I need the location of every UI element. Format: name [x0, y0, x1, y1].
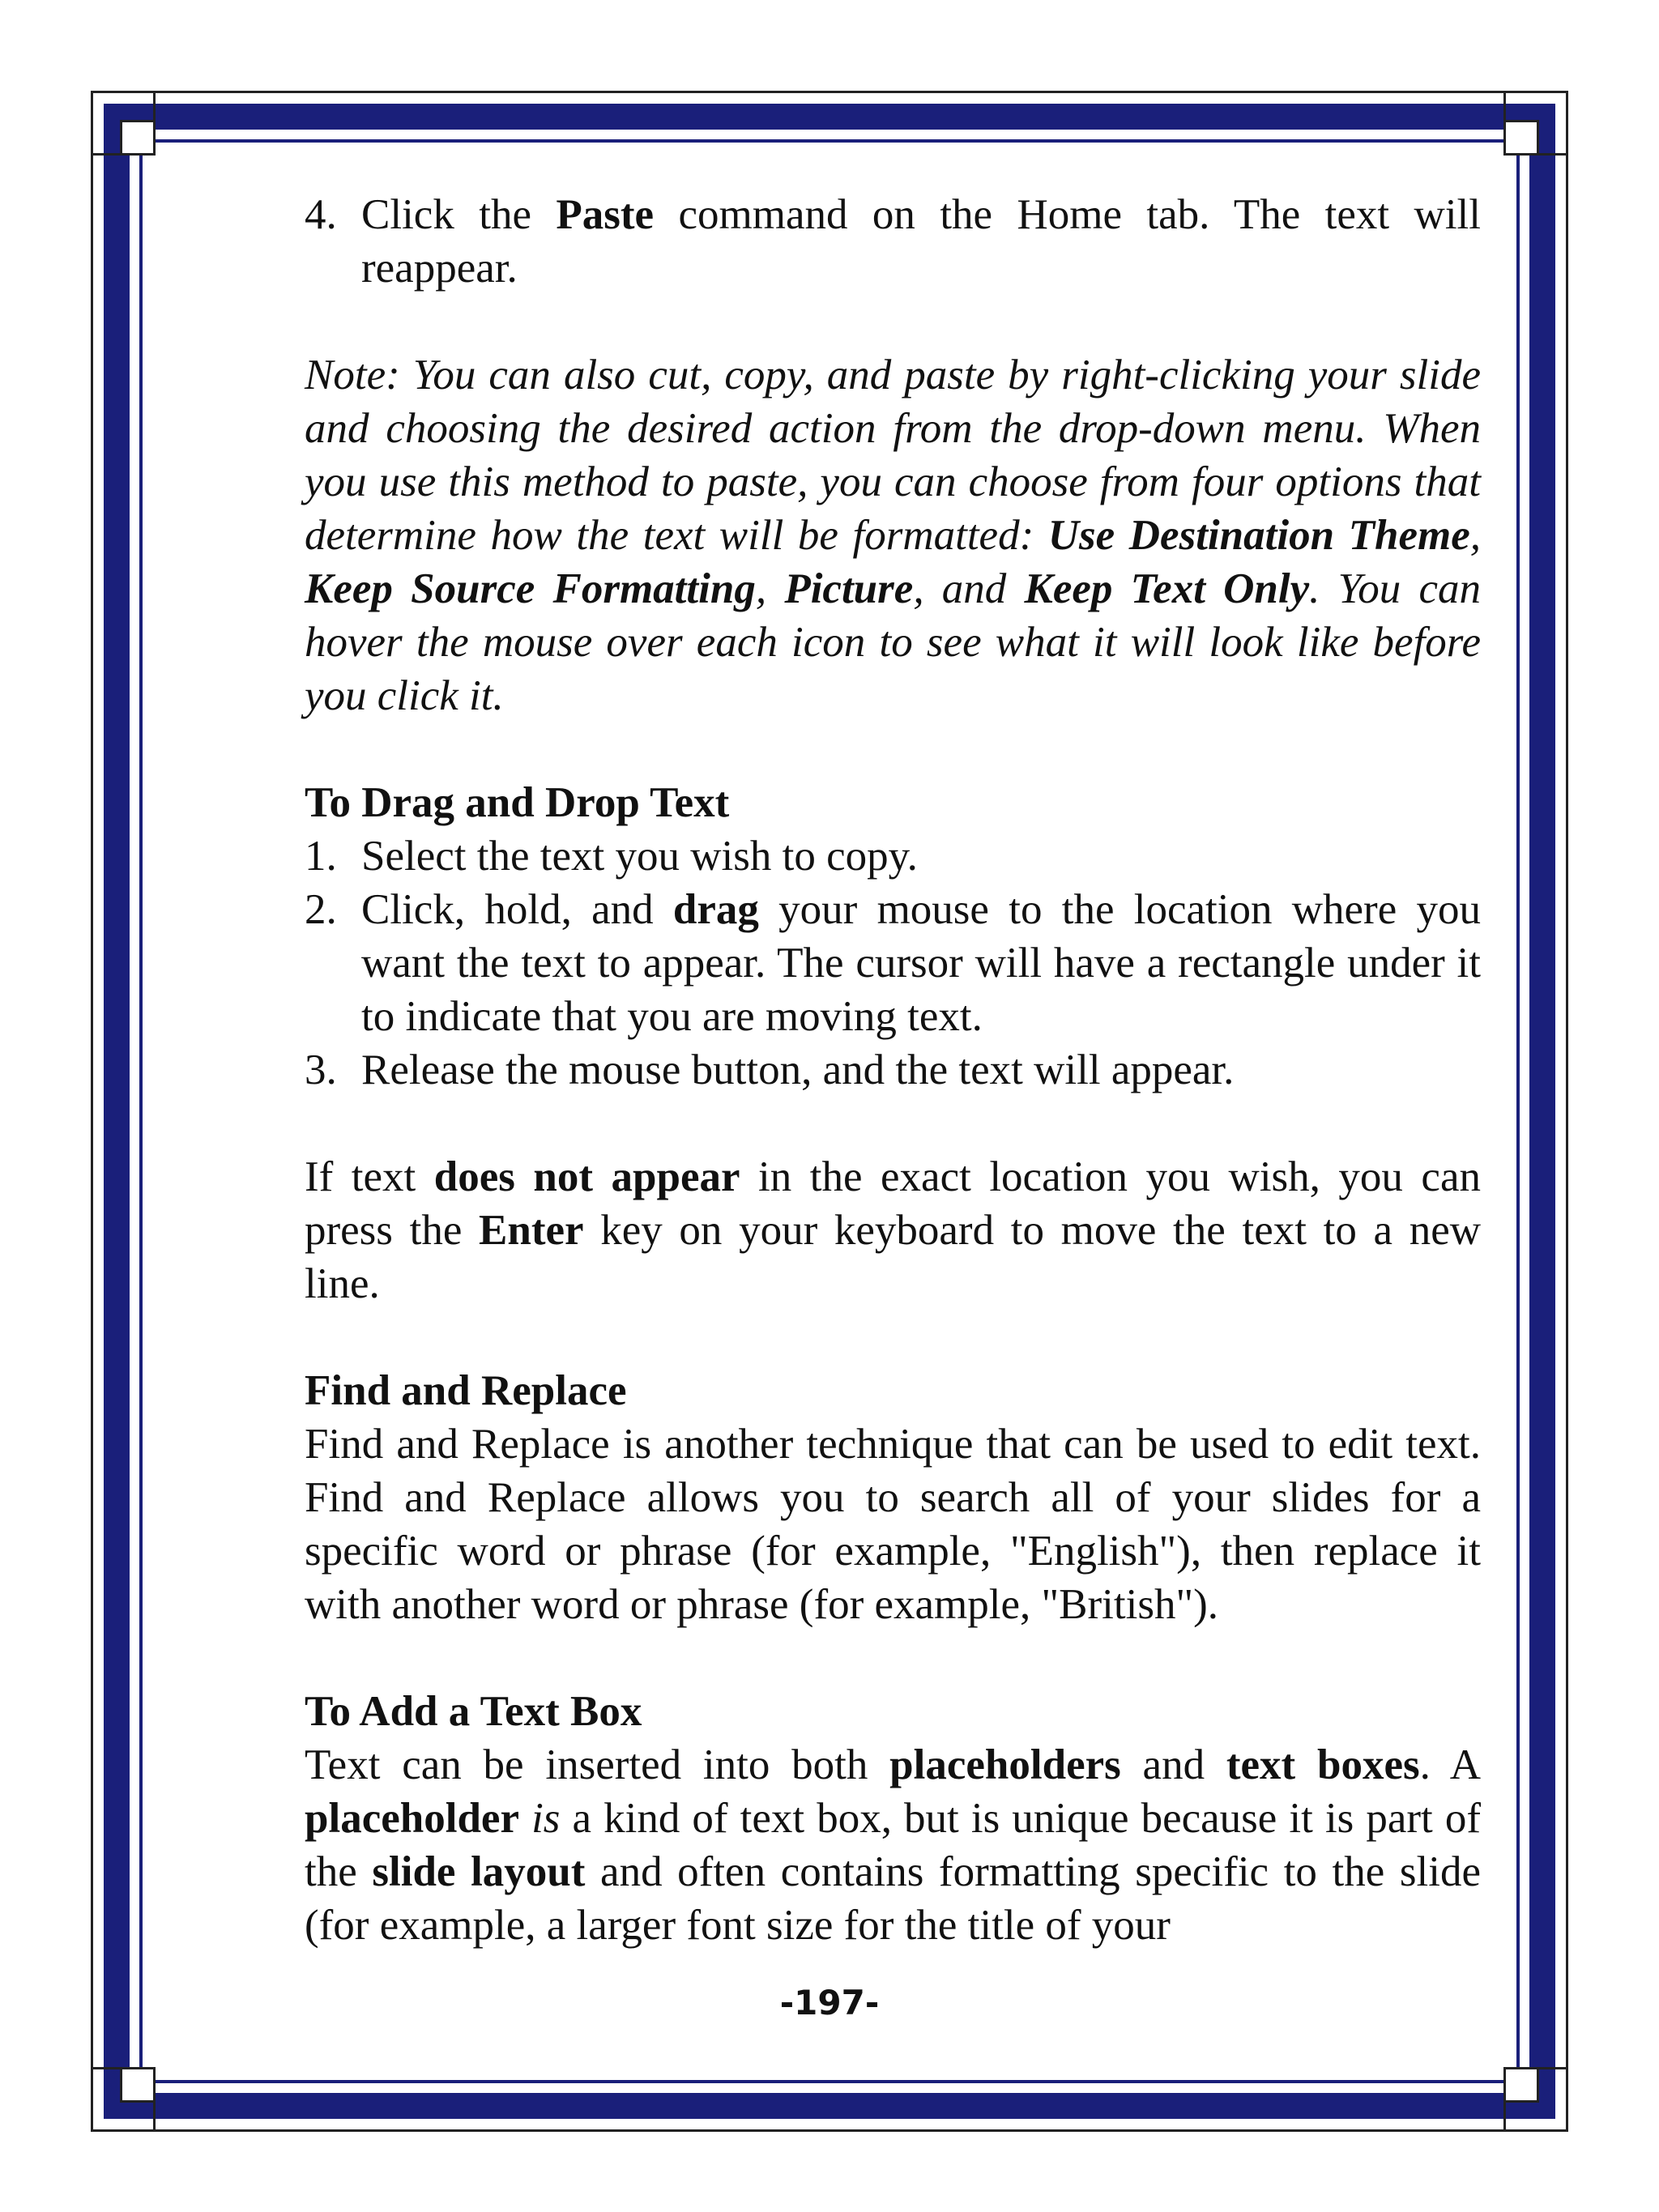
- text-box-paragraph: [305, 1738, 1481, 1952]
- corner-square: [120, 2067, 156, 2103]
- list-number: 1.: [305, 833, 337, 880]
- text-run: . A: [1419, 1741, 1481, 1788]
- list-number: 4.: [305, 191, 337, 238]
- drag-drop-steps: [305, 829, 1481, 1097]
- section-heading: Find and Replace: [305, 1367, 627, 1414]
- bold-term: does not appear: [433, 1153, 740, 1200]
- bold-term: Paste: [556, 191, 655, 238]
- page-number: -197-: [779, 1983, 880, 2022]
- list-item: [305, 883, 1481, 1043]
- bold-term: Use Destination Theme: [1047, 512, 1470, 559]
- bold-term: Enter: [479, 1207, 584, 1254]
- text-run: command on the Home tab. The text will reappear.: [361, 191, 1482, 292]
- text-run: Release the mouse button, and the text will appear.: [361, 1046, 1235, 1093]
- bold-term: placeholder: [305, 1795, 519, 1842]
- corner-square: [120, 120, 156, 156]
- enter-key-paragraph: [305, 1150, 1481, 1311]
- list-number: 3.: [305, 1046, 337, 1093]
- bold-term: Keep Source Formatting: [305, 565, 756, 612]
- text-run: a kind of text box, but is unique because it is part of the: [305, 1795, 1481, 1895]
- note-paragraph: [305, 348, 1481, 722]
- list-item: [305, 188, 1481, 295]
- step-list-continued: [305, 188, 1481, 295]
- page-content: [305, 188, 1481, 1952]
- section-heading: To Add a Text Box: [305, 1688, 642, 1735]
- text-run: and often contains formatting specific to the slide (for example, a larger font size for the title of your: [305, 1848, 1481, 1949]
- text-run: key on your keyboard to move the text to a new line.: [305, 1207, 1481, 1307]
- text-run: Click, hold, and: [361, 886, 673, 933]
- text-run: , and: [913, 565, 1025, 612]
- text-run: Text can be inserted into both: [305, 1741, 890, 1788]
- find-replace-paragraph: Find and Replace is another technique that can be used to edit text. Find and Replace allows you to search all of your slides for a specific word or phrase (for example, "English"), then replace it with another word or phrase (for example, "British").: [305, 1421, 1481, 1628]
- text-run: in the exact location you wish, you can press the: [305, 1153, 1481, 1254]
- bold-term: Picture: [784, 565, 914, 612]
- text-run: Click the: [361, 191, 557, 238]
- text-run: Note: You can also cut, copy, and paste by right-clicking your slide and choosing the desired action from the drop-down menu. When you use this method to paste, you can choose from four options that determine how the text will be formatted:: [305, 352, 1481, 559]
- text-run: your mouse to the location where you want the text to appear. The cursor will have a rectangle under it to indicate that you are moving text.: [361, 886, 1481, 1040]
- italic-term: is: [531, 1795, 561, 1842]
- text-run: . You can hover the mouse over each icon to see what it will look like before you click it.: [305, 565, 1481, 719]
- text-run: ,: [755, 565, 785, 612]
- bold-term: slide layout: [372, 1848, 586, 1895]
- bold-term: text boxes: [1226, 1741, 1420, 1788]
- bold-term: placeholders: [889, 1741, 1121, 1788]
- text-run: [519, 1795, 531, 1842]
- text-run: and: [1120, 1741, 1226, 1788]
- list-number: 2.: [305, 886, 337, 933]
- section-heading: To Drag and Drop Text: [305, 779, 730, 826]
- bold-term: Keep Text Only: [1024, 565, 1310, 612]
- bold-term: drag: [672, 886, 759, 933]
- list-item: [305, 1043, 1481, 1097]
- text-run: Select the text you wish to copy.: [361, 833, 918, 880]
- corner-square: [1503, 120, 1539, 156]
- corner-square: [1503, 2067, 1539, 2103]
- text-run: If text: [305, 1153, 434, 1200]
- text-run: ,: [1469, 512, 1481, 559]
- list-item: [305, 829, 1481, 883]
